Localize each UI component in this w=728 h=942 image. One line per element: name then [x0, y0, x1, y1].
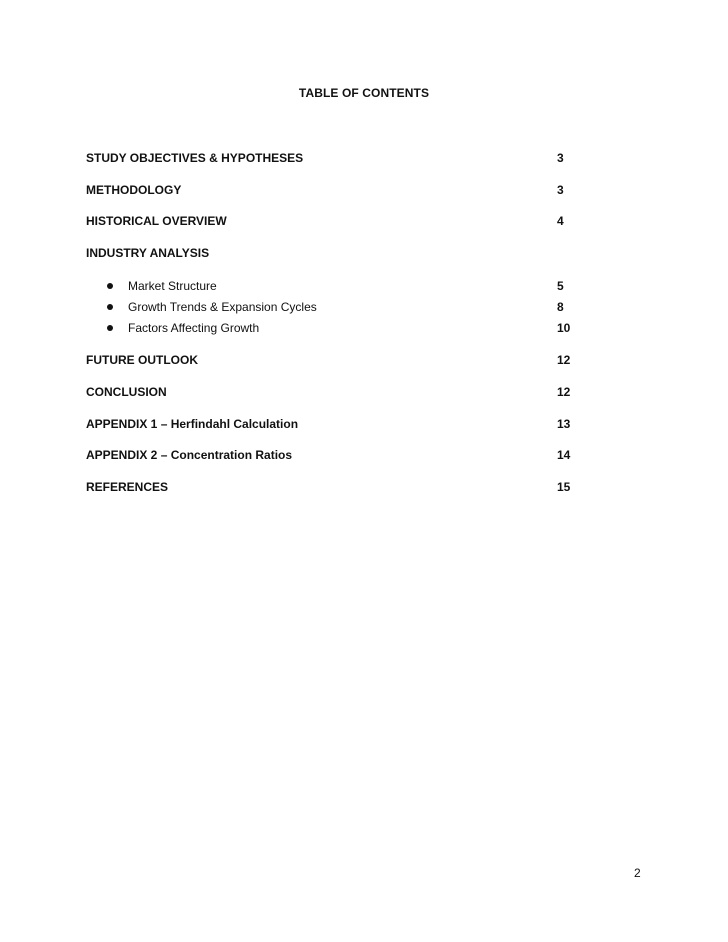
toc-entry-page: 8 — [557, 300, 564, 314]
toc-entry-page: 10 — [557, 321, 571, 335]
toc-entry-label: APPENDIX 2 – Concentration Ratios — [86, 448, 293, 462]
bullet-icon — [107, 304, 113, 310]
toc-entry-page: 3 — [557, 183, 564, 197]
bullet-icon — [107, 283, 113, 289]
toc-entry-page: 13 — [557, 417, 571, 431]
toc-entry-label: REFERENCES — [86, 480, 169, 494]
toc-entry-label: Factors Affecting Growth — [128, 321, 260, 335]
toc-entry-label: METHODOLOGY — [86, 183, 182, 197]
toc-entry-label: STUDY OBJECTIVES & HYPOTHESES — [86, 151, 304, 165]
toc-entry-page: 5 — [557, 279, 564, 293]
toc-entry-page: 3 — [557, 151, 564, 165]
page-title: TABLE OF CONTENTS — [298, 86, 430, 100]
toc-entry-page: 12 — [557, 353, 571, 367]
toc-entry-page: 12 — [557, 385, 571, 399]
toc-entry-label: FUTURE OUTLOOK — [86, 353, 198, 367]
toc-entry-label: CONCLUSION — [86, 385, 167, 399]
page-number: 2 — [634, 866, 641, 880]
toc-entry-page: 14 — [557, 448, 571, 462]
toc-entry-label: Growth Trends & Expansion Cycles — [128, 300, 317, 314]
toc-entry-label: Market Structure — [128, 279, 217, 293]
toc-entry-page: 15 — [557, 480, 571, 494]
toc-entry-label: INDUSTRY ANALYSIS — [86, 246, 210, 260]
toc-entry-label: HISTORICAL OVERVIEW — [86, 214, 227, 228]
bullet-icon — [107, 325, 113, 331]
toc-entry-page: 4 — [557, 214, 564, 228]
toc-entry-label: APPENDIX 1 – Herfindahl Calculation — [86, 417, 299, 431]
